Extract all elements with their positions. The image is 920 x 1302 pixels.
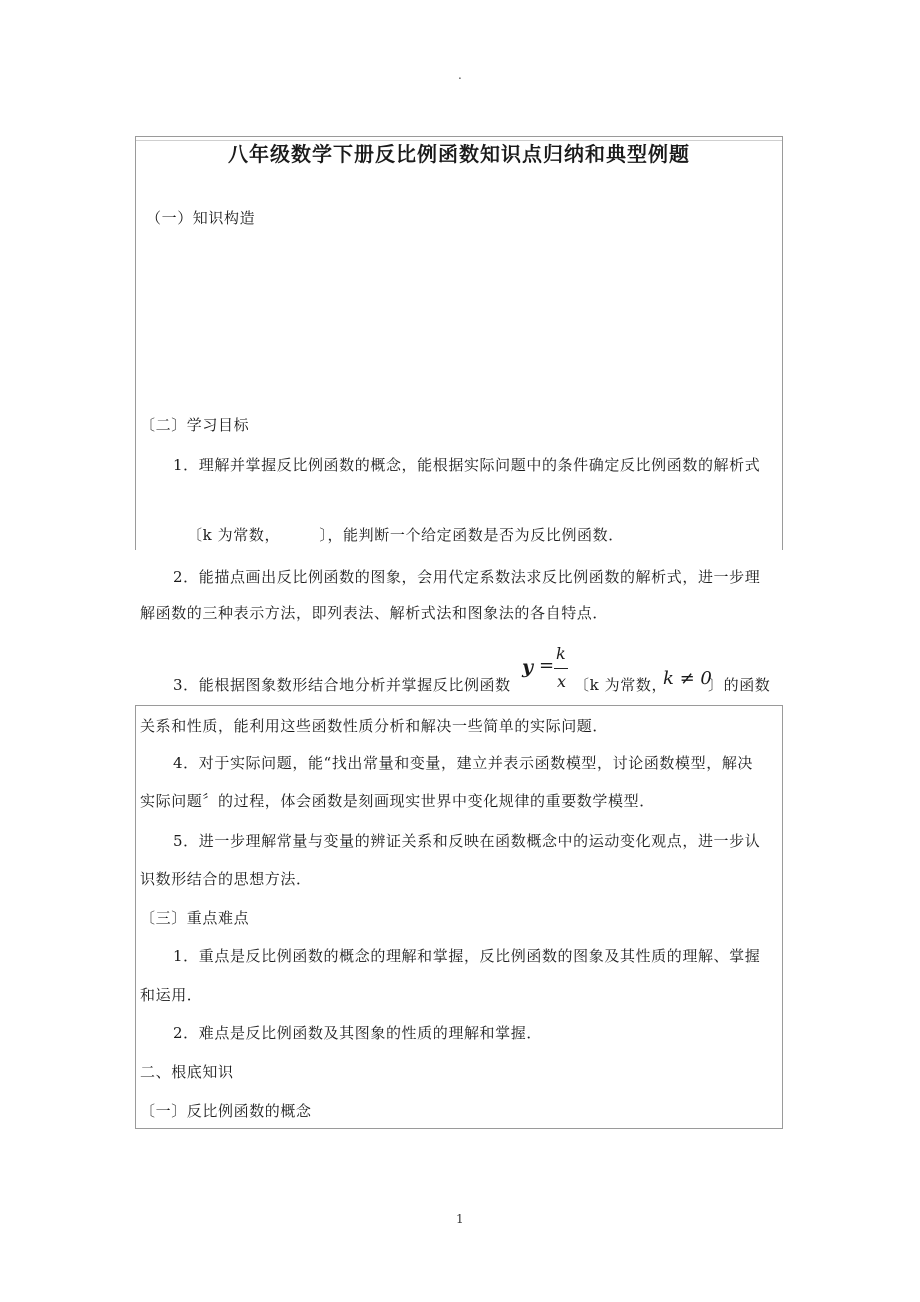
frame2-bottom-border bbox=[135, 1128, 783, 1129]
frame-top-border bbox=[135, 136, 783, 137]
formula-k-not-zero: k ≠ 0 bbox=[663, 668, 712, 689]
formula-fraction-bar bbox=[554, 668, 568, 669]
goal-3-line-1a: 3．能根据图象数形结合地分析并掌握反比例函数 bbox=[173, 676, 511, 694]
goal-4-line-2: 实际问题〞的过程，体会函数是刻画现实世界中变化规律的重要数学模型． bbox=[140, 792, 655, 810]
subsection-concept: 〔一〕反比例函数的概念 bbox=[140, 1102, 312, 1120]
goal-2-line-2: 解函数的三种表示方法，即列表法、解析式法和图象法的各自特点． bbox=[140, 604, 609, 622]
key-point-1-line-1: 1．重点是反比例函数的概念的理解和掌握，反比例函数的图象及其性质的理解、掌握 bbox=[173, 947, 761, 965]
goal-1-line-1: 1．理解并掌握反比例函数的概念，能根据实际问题中的条件确定反比例函数的解析式 bbox=[173, 456, 761, 474]
frame2-right-border bbox=[782, 705, 783, 1129]
frame-left-border bbox=[135, 136, 136, 550]
frame2-top-border bbox=[135, 705, 783, 706]
formula-numerator: k bbox=[556, 644, 566, 663]
key-point-2: 2．难点是反比例函数及其图象的性质的理解和掌握． bbox=[173, 1024, 542, 1042]
section-basic-knowledge: 二、根底知识 bbox=[140, 1063, 234, 1081]
goal-1-line-2: 〔k 为常数， 〕，能判断一个给定函数是否为反比例函数． bbox=[187, 526, 624, 544]
header-mark: . bbox=[458, 68, 462, 82]
section-knowledge-structure: （一）知识构造 bbox=[146, 209, 256, 227]
frame2-left-border bbox=[135, 705, 136, 1129]
goal-3-line-1b: 〔k 为常数， bbox=[574, 676, 668, 694]
key-point-1-line-2: 和运用． bbox=[140, 986, 203, 1004]
inverse-proportion-formula bbox=[522, 644, 572, 692]
frame-right-border bbox=[782, 136, 783, 550]
goal-3-line-2: 关系和性质，能利用这些函数性质分析和解决一些简单的实际问题． bbox=[140, 717, 609, 735]
goal-3-line-1c: 〕的函数 bbox=[708, 676, 771, 694]
page-number: 1 bbox=[456, 1212, 464, 1226]
goal-4-line-1: 4．对于实际问题，能“找出常量和变量，建立并表示函数模型，讨论函数模型，解决 bbox=[173, 754, 754, 772]
goal-5-line-2: 识数形结合的思想方法． bbox=[140, 870, 312, 888]
section-key-difficulties: 〔三〕重点难点 bbox=[140, 909, 250, 927]
formula-denominator: x bbox=[557, 672, 567, 691]
page-title: 八年级数学下册反比例函数知识点归纳和典型例题 bbox=[228, 142, 690, 166]
goal-2-line-1: 2．能描点画出反比例函数的图象，会用代定系数法求反比例函数的解析式，进一步理 bbox=[173, 568, 761, 586]
formula-equals: = bbox=[539, 655, 555, 676]
formula-y: y bbox=[522, 656, 534, 678]
section-learning-goals: 〔二〕学习目标 bbox=[140, 416, 250, 434]
goal-5-line-1: 5．进一步理解常量与变量的辨证关系和反映在函数概念中的运动变化观点，进一步认 bbox=[173, 832, 761, 850]
